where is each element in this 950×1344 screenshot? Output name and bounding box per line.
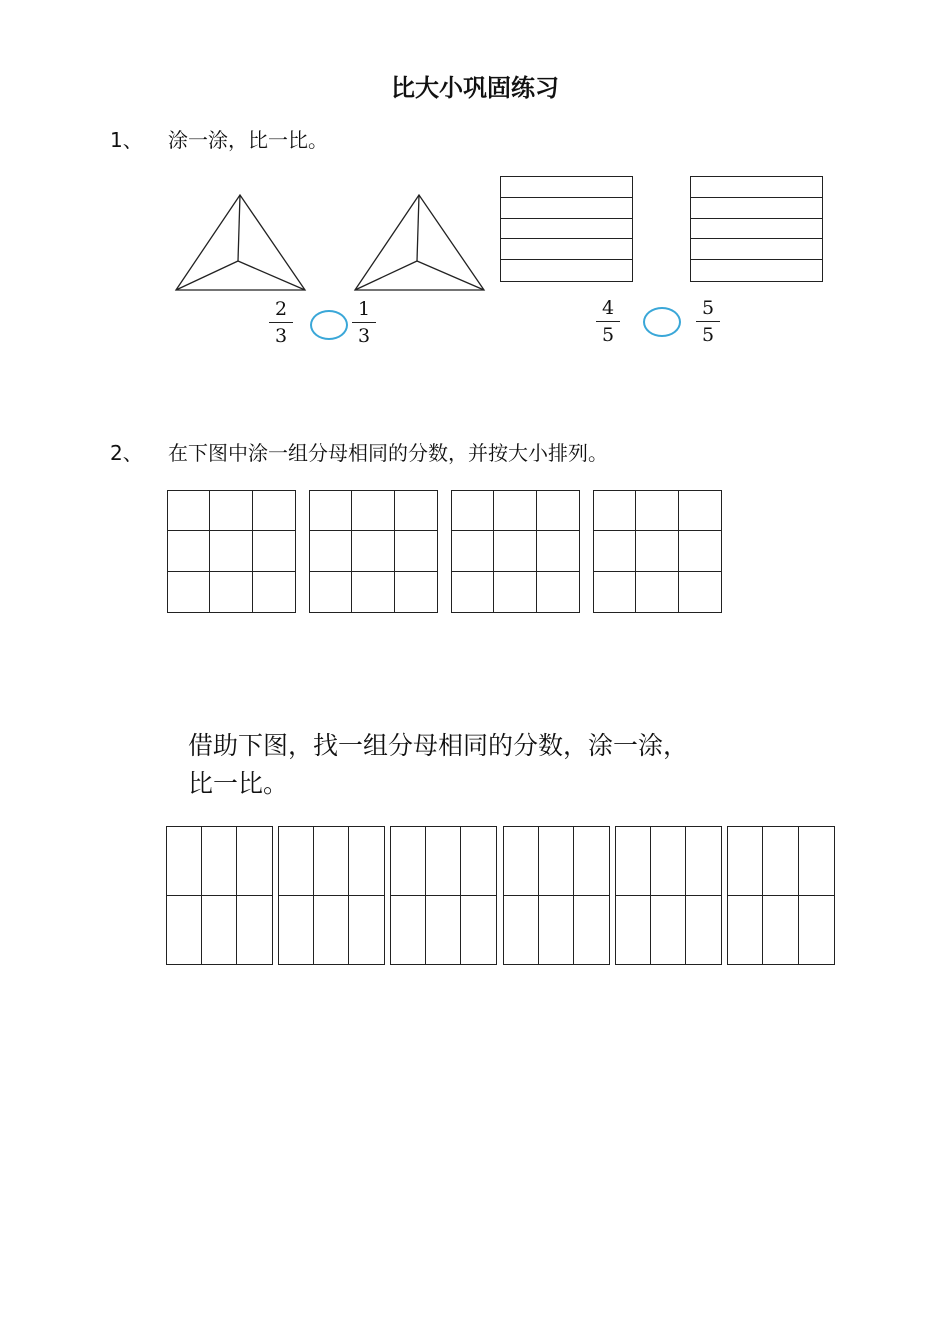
six-square-grid[interactable]	[503, 826, 610, 965]
six-square-grid[interactable]	[278, 826, 385, 965]
triangle-left	[174, 193, 308, 293]
question-3-text	[188, 727, 828, 803]
nine-square-grid[interactable]	[593, 490, 722, 613]
triangle-right	[353, 193, 487, 293]
striped-rectangle-right	[690, 176, 823, 282]
six-square-grid[interactable]	[615, 826, 722, 965]
question-text: 涂一涂，比一比。	[168, 128, 328, 152]
question-number: 1、	[110, 128, 143, 152]
nine-square-grid[interactable]	[167, 490, 296, 613]
question-2	[110, 437, 810, 465]
question-1	[110, 124, 810, 152]
striped-rectangle-left	[500, 176, 633, 282]
question-number: 2、	[110, 441, 143, 465]
page-title: 比大小巩固练习	[391, 74, 559, 102]
compare-circle[interactable]	[310, 310, 348, 340]
nine-square-grid[interactable]	[309, 490, 438, 613]
fraction-two-thirds: 2 3	[269, 298, 293, 347]
nine-square-grid[interactable]	[451, 490, 580, 613]
fraction-four-fifths: 4 5	[596, 297, 620, 346]
compare-circle[interactable]	[643, 307, 681, 337]
six-square-grid[interactable]	[390, 826, 497, 965]
six-square-grid[interactable]	[727, 826, 835, 965]
fraction-five-fifths: 5 5	[696, 297, 720, 346]
fraction-one-third: 1 3	[352, 298, 376, 347]
question-text: 在下图中涂一组分母相同的分数，并按大小排列。	[168, 441, 608, 465]
question-3-line-2: 比一比。	[188, 769, 289, 798]
question-3-line-1: 借助下图，找一组分母相同的分数，涂一涂，	[188, 731, 689, 760]
six-square-grid[interactable]	[166, 826, 273, 965]
